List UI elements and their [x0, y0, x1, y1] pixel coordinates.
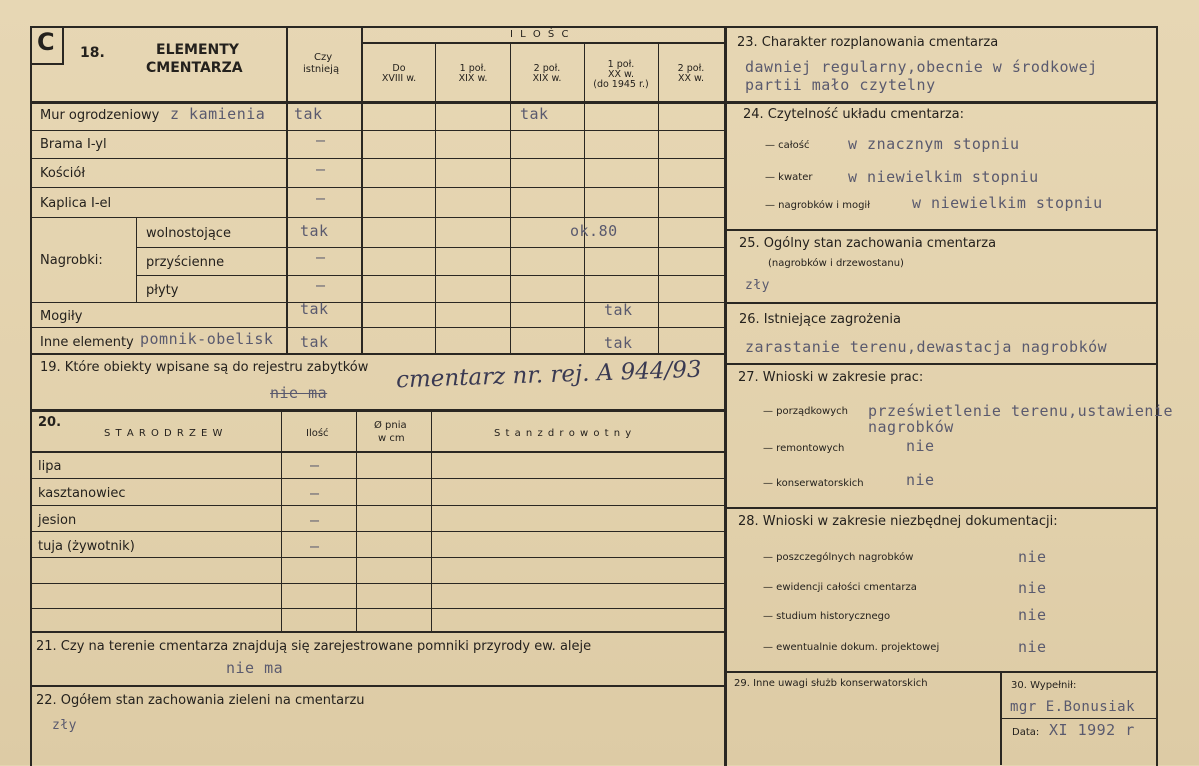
- row-mogily-label: Mogiły: [40, 309, 83, 324]
- q19-typed: nie ma: [270, 384, 328, 402]
- q23-label: 23. Charakter rozplanowania cmentarza: [737, 35, 999, 50]
- row-kosciol-istnieja: –: [316, 160, 326, 178]
- row-przyscienne-istnieja: –: [316, 248, 326, 266]
- row-mur-p3: tak: [520, 105, 549, 123]
- col-line-6: [658, 42, 659, 354]
- row-kaplica-label: Kaplica I-el: [40, 196, 112, 211]
- row-inne-p4: tak: [604, 334, 633, 352]
- section-letter: C: [37, 28, 55, 56]
- row-inne-istnieja: tak: [300, 333, 329, 351]
- q19-label: 19. Które obiekty wpisane są do rejestru zabytków: [40, 360, 369, 375]
- row-sep-6: [136, 275, 724, 276]
- q30-sep: [1000, 718, 1156, 719]
- q20-col-pnia-1: Ø pnia: [374, 420, 407, 431]
- row-mogily-istnieja: tak: [300, 300, 329, 318]
- q20-num: 20.: [38, 415, 62, 430]
- tree-4-ilosc: —: [310, 537, 320, 555]
- q20-row-4: [30, 557, 724, 558]
- period-1: Do XVIII w.: [381, 63, 417, 84]
- tree-1-name: lipa: [38, 459, 62, 474]
- q23-answer-2: partii mało czytelny: [745, 76, 936, 94]
- section-title-1: ELEMENTY: [156, 42, 239, 58]
- q20-row-5: [30, 583, 724, 584]
- row-kosciol-label: Kościół: [40, 166, 86, 181]
- q27-item-2-value: nie: [906, 437, 935, 455]
- q26-bottom: [724, 363, 1156, 365]
- q27-label: 27. Wnioski w zakresie prac:: [738, 370, 924, 385]
- ilosc-header: I L O Ś C: [510, 29, 571, 40]
- q22-label: 22. Ogółem stan zachowania zieleni na cmentarzu: [36, 693, 365, 708]
- col-line-4: [510, 42, 511, 354]
- q24-label: 24. Czytelność układu cmentarza:: [743, 107, 965, 122]
- section-title-2: CMENTARZA: [146, 60, 243, 76]
- row-sep-1: [30, 130, 724, 131]
- row-wolno-value: ok.80: [570, 222, 618, 240]
- period-4: 1 poł. XX w. (do 1945 r.): [593, 59, 649, 90]
- tree-2-name: kasztanowiec: [38, 486, 126, 501]
- q27-item-3-label: — konserwatorskich: [763, 478, 864, 489]
- row-sep-2: [30, 158, 724, 159]
- q24-item-2-value: w niewielkim stopniu: [848, 168, 1039, 186]
- row-mur-label: Mur ogrodzeniowy: [40, 108, 160, 123]
- q27-bottom: [724, 507, 1156, 509]
- q24-bottom: [724, 229, 1156, 231]
- q20-row-2: [30, 505, 724, 506]
- c-box-right: [62, 26, 64, 64]
- period-5: 2 poł. XX w.: [677, 63, 705, 84]
- tree-3-name: jesion: [38, 513, 77, 528]
- frame-top: [30, 26, 1158, 28]
- q20-col-line-3: [431, 411, 432, 632]
- q21-bottom: [30, 685, 724, 687]
- q23-answer-1: dawniej regularny,obecnie w środkowej: [745, 58, 1098, 76]
- q26-answer: zarastanie terenu,dewastacja nagrobków: [745, 338, 1108, 356]
- row-wolno-label: wolnostojące: [146, 226, 231, 241]
- row-przyscienne-label: przyścienne: [146, 255, 225, 270]
- q20-col-stan: S t a n z d r o w o t n y: [494, 428, 633, 439]
- q25-answer: zły: [745, 278, 770, 293]
- q24-item-3-label: — nagrobków i mogił: [765, 200, 871, 211]
- row-plyty-label: płyty: [146, 283, 179, 298]
- row-brama-istnieja: –: [316, 131, 326, 149]
- col-line-3: [435, 42, 436, 354]
- row-inne-label: Inne elementy: [40, 335, 134, 350]
- q30-date-label: Data:: [1012, 727, 1040, 738]
- row-nagrobki-label: Nagrobki:: [40, 253, 103, 268]
- col-line-1: [286, 26, 288, 354]
- row-mur-extra: z kamienia: [170, 105, 266, 123]
- q25-bottom: [724, 302, 1156, 304]
- q24-item-2-label: — kwater: [765, 172, 813, 183]
- q30-date: XI 1992 r: [1049, 721, 1135, 739]
- row-sep-3: [30, 187, 724, 188]
- q20-col-ilosc: Ilość: [306, 428, 329, 439]
- q28-item-2-label: — ewidencji całości cmentarza: [763, 582, 917, 593]
- q27-item-1-label: — porządkowych: [763, 406, 848, 417]
- q20-col-line-2: [356, 411, 357, 632]
- q27-item-2-label: — remontowych: [763, 443, 845, 454]
- q27-item-1-value2: nagrobków: [868, 418, 954, 436]
- q30-label: 30. Wypełnił:: [1011, 680, 1077, 691]
- row-wolno-istnieja: tak: [300, 222, 329, 240]
- q20-row-3: [30, 531, 724, 532]
- q24-item-3-value: w niewielkim stopniu: [912, 194, 1103, 212]
- nagrobki-divider: [136, 217, 137, 303]
- q25-label: 25. Ogólny stan zachowania cmentarza: [739, 236, 997, 251]
- q19-bottom: [30, 409, 724, 412]
- row-kaplica-istnieja: –: [316, 189, 326, 207]
- q27-item-1-value: prześwietlenie terenu,ustawienie: [868, 402, 1173, 420]
- q29-label: 29. Inne uwagi służb konserwatorskich: [734, 678, 928, 689]
- col-istnieja: istnieją: [303, 64, 340, 75]
- section-18-bottom: [30, 353, 724, 355]
- q20-col-pnia-2: w cm: [378, 433, 405, 444]
- row-brama-label: Brama I-yl: [40, 137, 107, 152]
- tree-3-ilosc: —: [310, 511, 320, 529]
- q27-item-3-value: nie: [906, 471, 935, 489]
- row-inne-extra: pomnik-obelisk: [140, 330, 274, 348]
- row-sep-5: [136, 247, 724, 248]
- q24-item-1-label: — całość: [765, 140, 810, 151]
- center-divider: [724, 26, 727, 766]
- q20-row-6: [30, 608, 724, 609]
- tree-2-ilosc: —: [310, 484, 320, 502]
- q20-header-bottom: [30, 451, 724, 453]
- q28-item-1-value: nie: [1018, 548, 1047, 566]
- row-plyty-istnieja: –: [316, 276, 326, 294]
- frame-right: [1156, 26, 1158, 766]
- q23-bottom: [724, 101, 1156, 104]
- section-number: 18.: [80, 45, 105, 61]
- row-mur-istnieja: tak: [294, 105, 323, 123]
- tree-1-ilosc: —: [310, 456, 320, 474]
- q20-bottom: [30, 631, 724, 633]
- period-2: 1 poł. XIX w.: [458, 63, 488, 84]
- q21-label: 21. Czy na terenie cmentarza znajdują się zarejestrowane pomniki przyrody ew. aleje: [36, 639, 592, 654]
- q28-item-1-label: — poszczególnych nagrobków: [763, 552, 914, 563]
- q20-row-1: [30, 478, 724, 479]
- tree-4-name: tuja (żywotnik): [38, 539, 135, 554]
- q21-answer: nie ma: [226, 659, 284, 677]
- q28-item-4-label: — ewentualnie dokum. projektowej: [763, 642, 940, 653]
- q22-answer: zły: [52, 718, 77, 733]
- q28-label: 28. Wnioski w zakresie niezbędnej dokumentacji:: [738, 514, 1058, 529]
- row-sep-4: [30, 217, 724, 218]
- header-bottom: [30, 101, 724, 104]
- q30-name: mgr E.Bonusiak: [1010, 699, 1136, 715]
- q19-handwritten: cmentarz nr. rej. A 944/93: [395, 356, 702, 394]
- q24-item-1-value: w znacznym stopniu: [848, 135, 1020, 153]
- q28-item-2-value: nie: [1018, 579, 1047, 597]
- row-mogily-p4: tak: [604, 301, 633, 319]
- q26-label: 26. Istniejące zagrożenia: [739, 312, 901, 327]
- q25-sub: (nagrobków i drzewostanu): [768, 258, 904, 269]
- frame-left: [30, 26, 32, 766]
- col-czy: Czy: [314, 52, 333, 63]
- q20-title: S T A R O D R Z E W: [104, 428, 224, 439]
- q28-bottom: [724, 671, 1156, 673]
- q28-item-3-value: nie: [1018, 606, 1047, 624]
- q28-item-4-value: nie: [1018, 638, 1047, 656]
- ilosc-underline: [361, 42, 724, 44]
- c-box-bottom: [30, 63, 64, 65]
- q28-item-3-label: — studium historycznego: [763, 611, 891, 622]
- q20-col-line-1: [281, 411, 282, 632]
- row-sep-8: [30, 327, 724, 328]
- period-3: 2 poł. XIX w.: [532, 63, 562, 84]
